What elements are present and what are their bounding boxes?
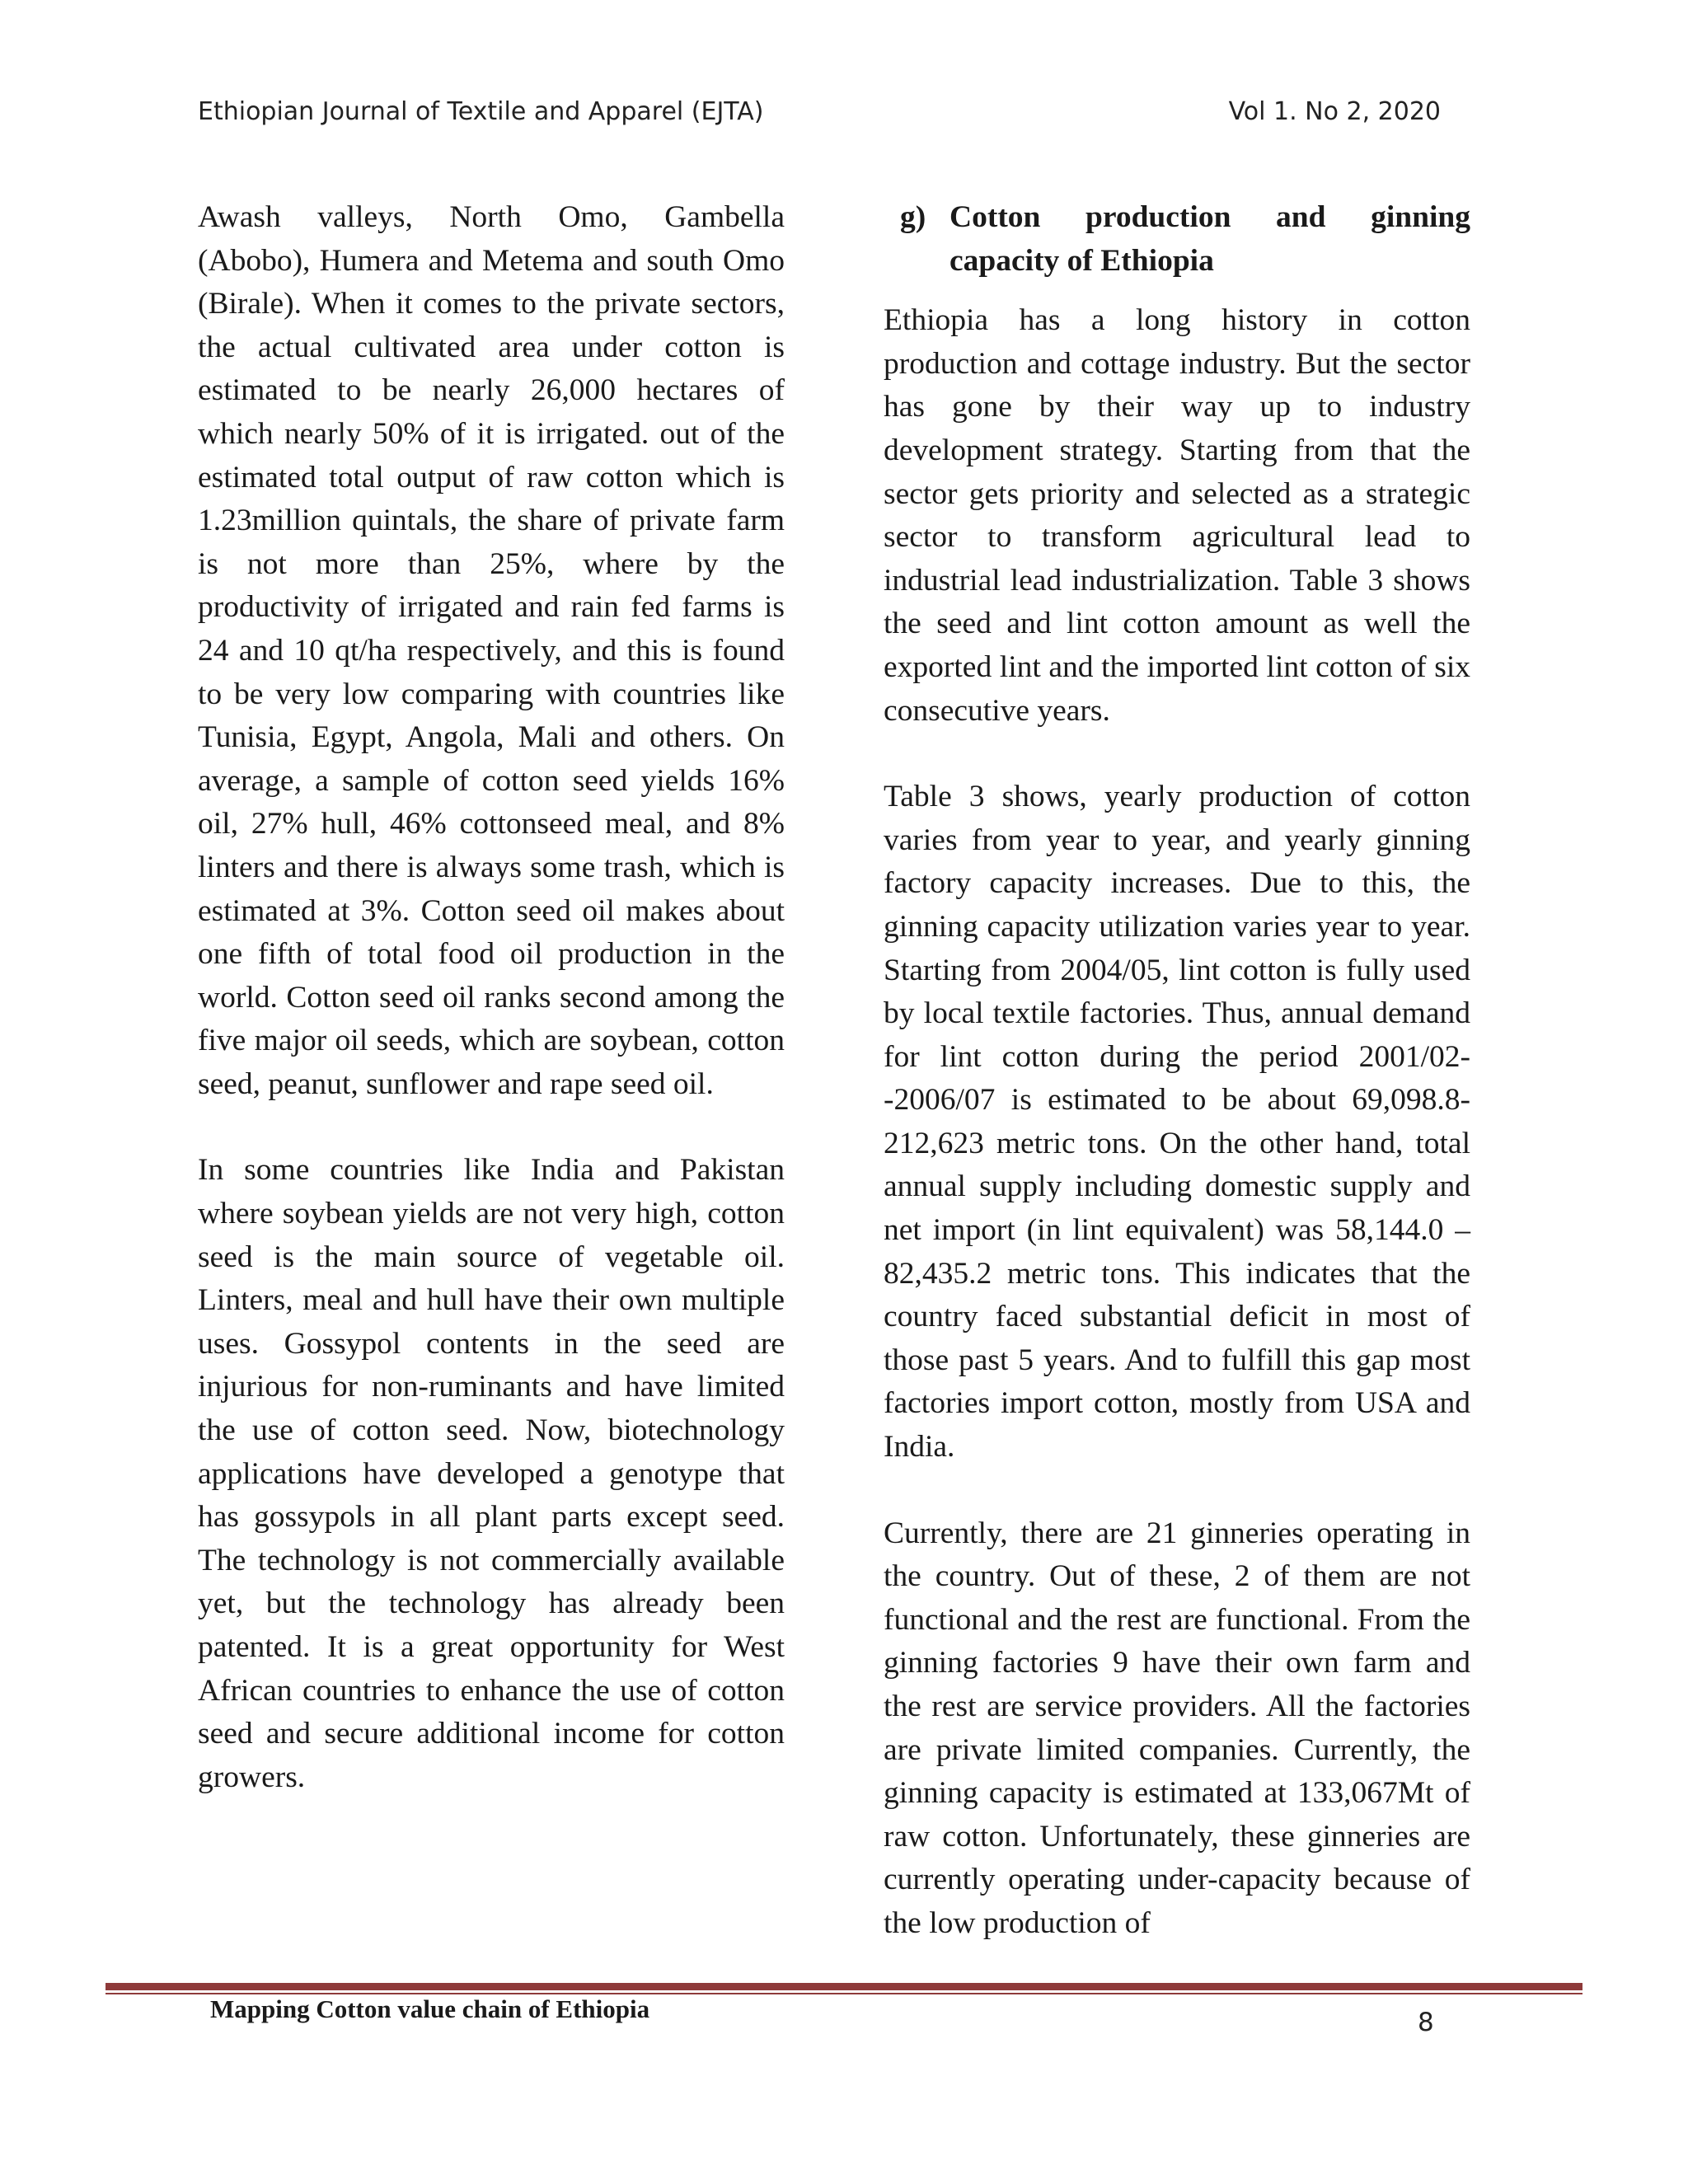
body-paragraph: Ethiopia has a long history in cotton production and cottage industry. But the sector has gone by their way up to industry development strategy. Starting from that the sector gets priority and selected as a strategic sector to transform agricultural lead to industrial lead industrialization. Table 3 shows the seed and lint cotton amount as well the exported lint and the imported lint cotton of six consecutive years. <box>884 303 1470 728</box>
footer-rule <box>106 1983 1582 1990</box>
section-marker: g) <box>900 200 926 234</box>
left-column <box>198 196 785 1842</box>
body-paragraph: Awash valleys, North Omo, Gambella (Abobo), Humera and Metema and south Omo (Birale). When it comes to the private sectors, the actual cultivated area under cotton is estimated to be nearly 26,000 hectares of which nearly 50% of it is irrigated. out of the estimated total output of raw cotton which is 1.23million quintals, the share of private farm is not more than 25%, where by the productivity of irrigated and rain fed farms is 24 and 10 qt/ha respectively, and this is found to be very low comparing with countries like Tunisia, Egypt, Angola, Mali and others. On average, a sample of cotton seed yields 16% oil, 27% hull, 46% cottonseed meal, and 8% linters and there is always some trash, which is estimated at 3%. Cotton seed oil makes about one fifth of total food oil production in the world. Cotton seed oil ranks second among the five major oil seeds, which are soybean, cotton seed, peanut, sunflower and rape seed oil. <box>198 200 785 1101</box>
body-paragraph: Table 3 shows, yearly production of cotton varies from year to year, and yearly ginning factory capacity increases. Due to this, the ginning capacity utilization varies year to year. Starting from 2004/05, lint cotton is fully used by local textile factories. Thus, annual demand for lint cotton during the period 2001/02--2006/07 is estimated to be about 69,098.8- 212,623 metric tons. On the other hand, total annual supply including domestic supply and net import (in lint equivalent) was 58,144.0 –82,435.2 metric tons. This indicates that the country faced substantial deficit in most of those past 5 years. And to fulfill this gap most factories import cotton, mostly from USA and India. <box>884 780 1470 1465</box>
right-column <box>884 196 1470 1989</box>
journal-name: Ethiopian Journal of Textile and Apparel (EJTA) <box>198 97 764 126</box>
section-title: Cotton production and ginning capacity of Ethiopia <box>950 200 1470 278</box>
footer-title: Mapping Cotton value chain of Ethiopia <box>210 1994 650 2023</box>
running-header <box>198 97 1441 134</box>
section-heading <box>884 196 1470 283</box>
page-number: 8 <box>1418 2008 1434 2037</box>
volume-info: Vol 1. No 2, 2020 <box>1228 97 1441 126</box>
body-paragraph: In some countries like India and Pakistan where soybean yields are not very high, cotton seed is the main source of vegetable oil. Linters, meal and hull have their own multiple uses. Gossypol contents in the seed are injurious for non-ruminants and have limited the use of cotton seed. Now, biotechnology applications have developed a genotype that has gossypols in all plant parts except seed. The technology is not commercially available yet, but the technology has already been patented. It is a great opportunity for West African countries to enhance the use of cotton seed and secure additional income for cotton growers. <box>198 1153 785 1794</box>
body-paragraph: Currently, there are 21 ginneries operating in the country. Out of these, 2 of them are not functional and the rest are functional. From the ginning factories 9 have their own farm and the rest are service providers. All the factories are private limited companies. Currently, the ginning capacity is estimated at 133,067Mt of raw cotton. Unfortunately, these ginneries are currently operating under-capacity because of the low production of <box>884 1516 1470 1940</box>
